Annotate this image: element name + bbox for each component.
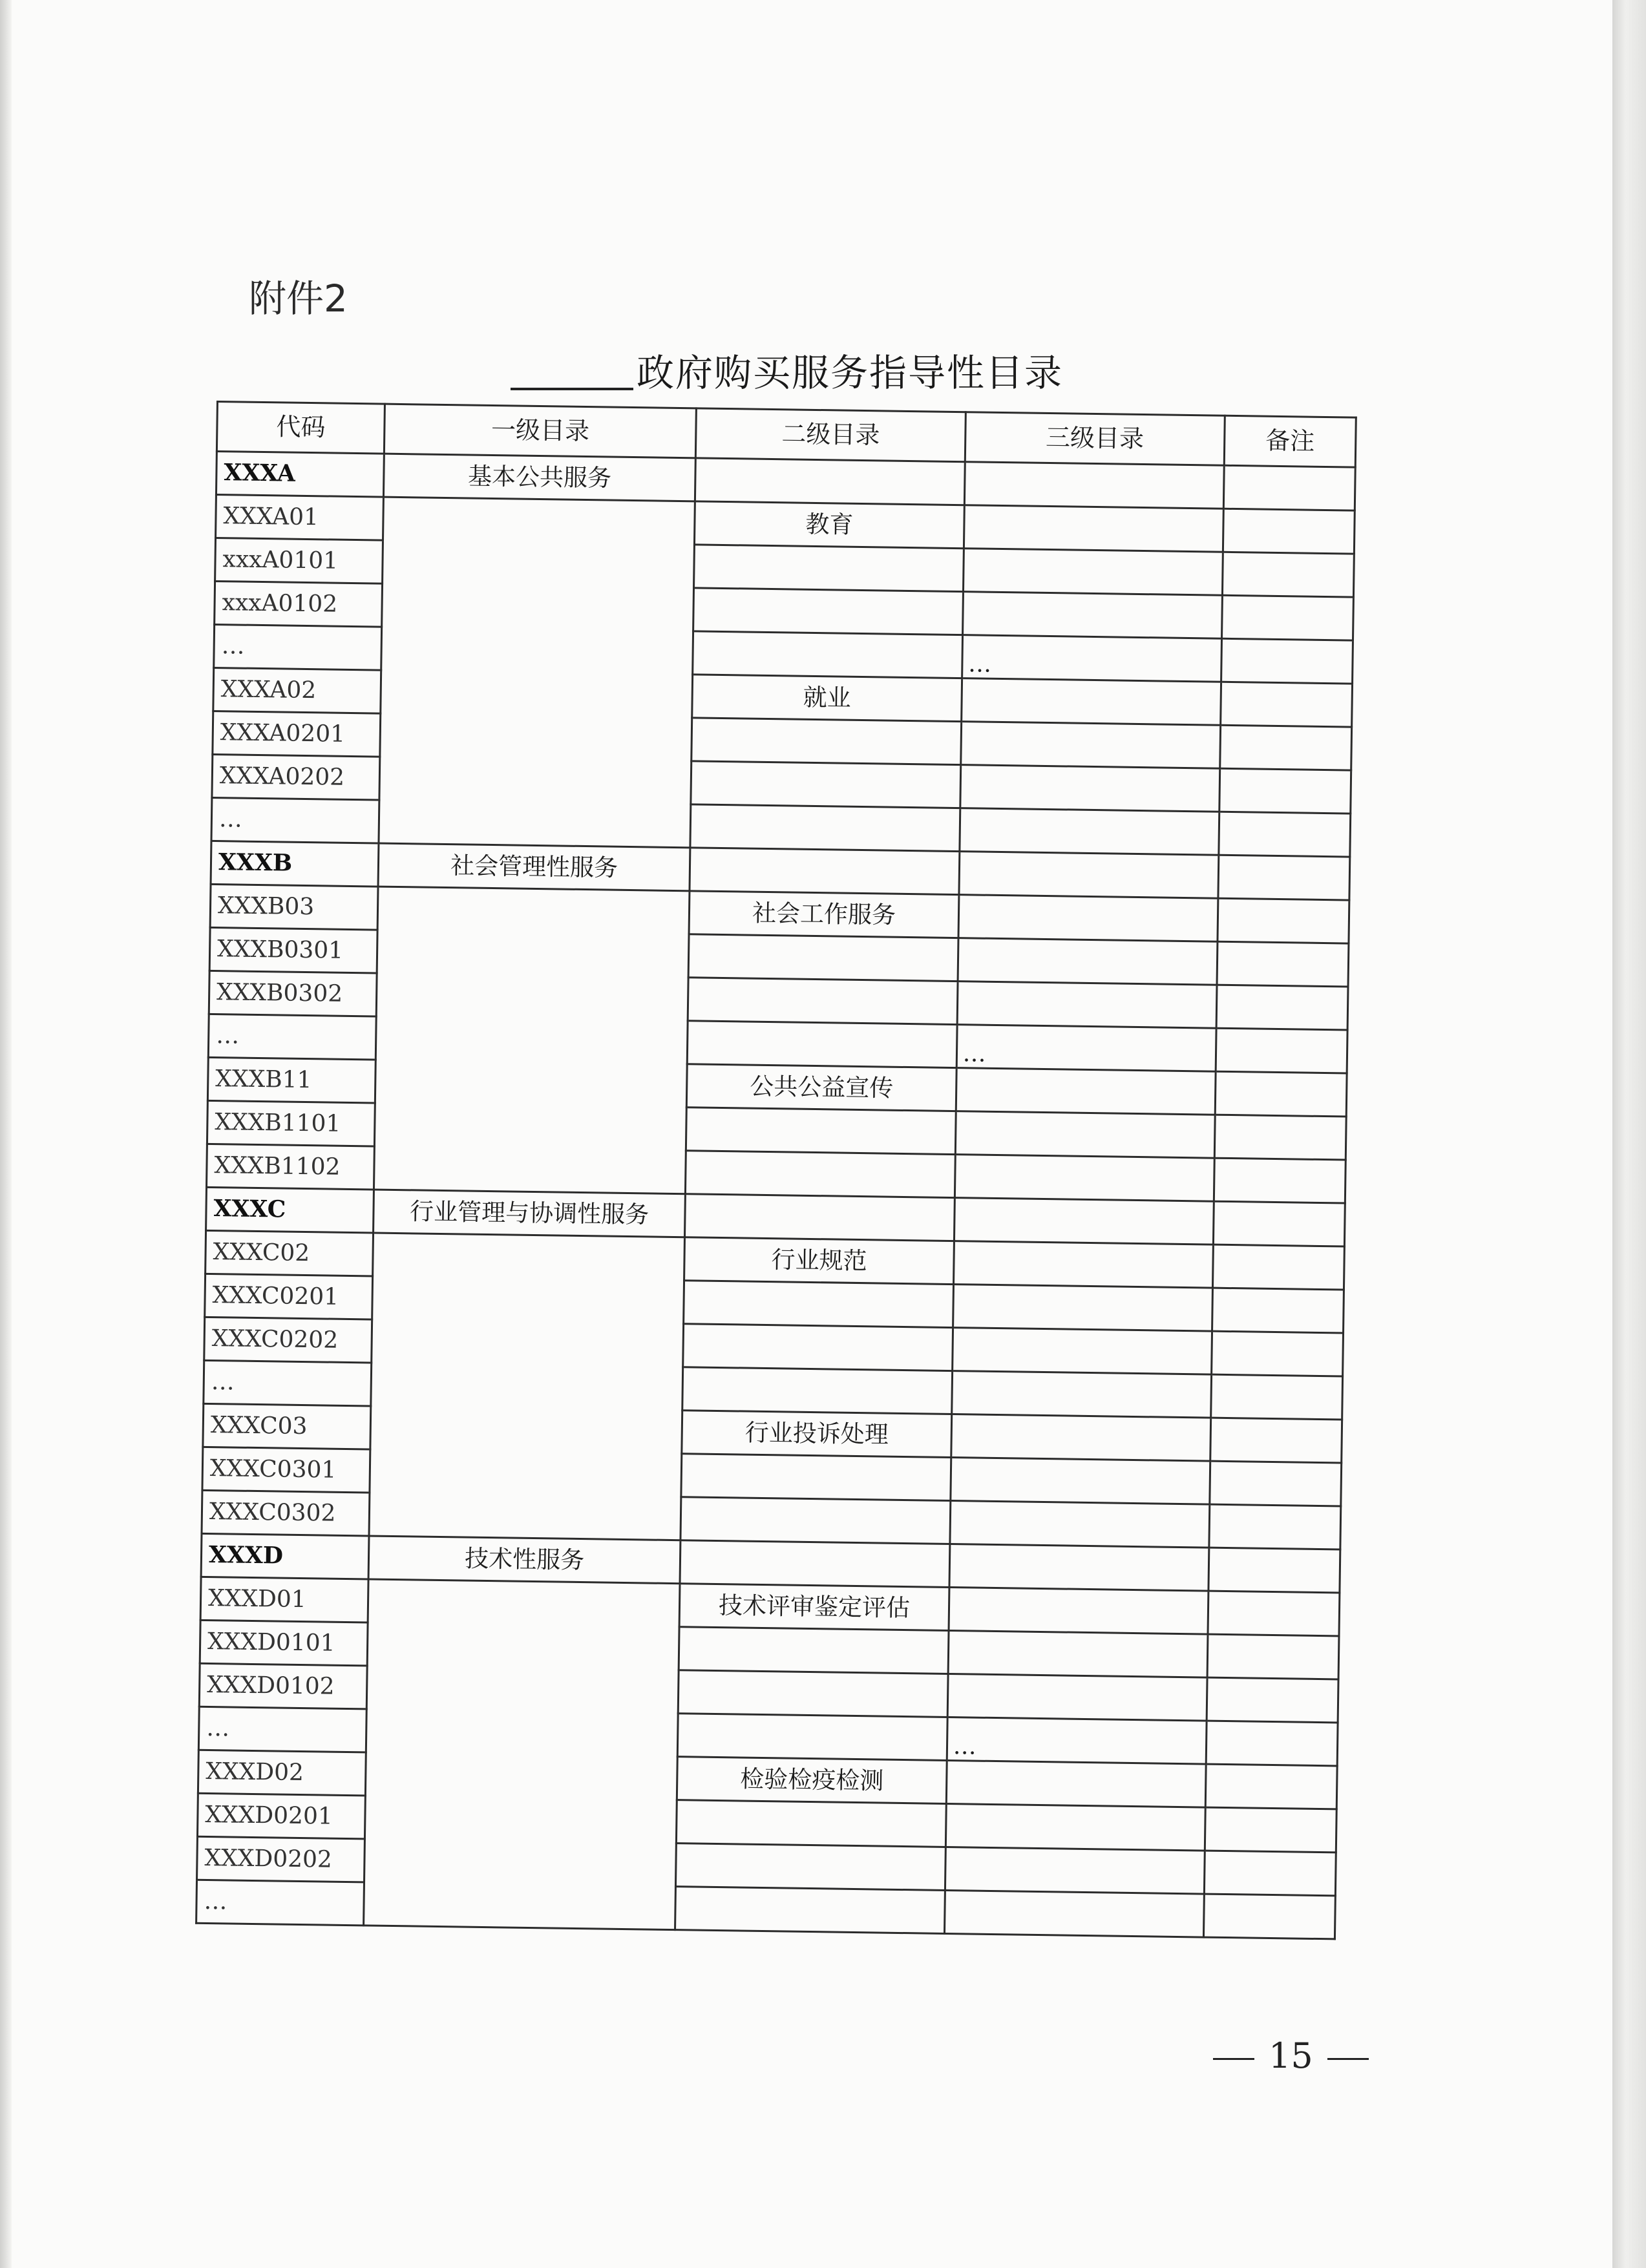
- cell-level3: [964, 462, 1224, 509]
- cell-note: [1207, 1677, 1338, 1723]
- cell-code: XXXD01: [200, 1577, 368, 1622]
- cell-level3: [949, 1544, 1209, 1591]
- cell-level2: [680, 1540, 949, 1588]
- title-block: [511, 342, 1170, 394]
- cell-note: [1218, 898, 1349, 943]
- cell-note: [1217, 941, 1349, 987]
- attachment-label: 附件2: [249, 277, 348, 320]
- cell-note: [1212, 1288, 1344, 1333]
- cell-level3: [949, 1588, 1208, 1635]
- cell-level3: …: [947, 1717, 1207, 1764]
- header-level2: 二级目录: [696, 408, 965, 462]
- cell-code: xxxA0102: [215, 581, 383, 627]
- cell-level3: [950, 1501, 1210, 1548]
- cell-note: [1219, 768, 1351, 814]
- cell-level1-empty: [379, 497, 695, 848]
- cell-level2: 行业投诉处理: [682, 1411, 951, 1458]
- cell-level1: 社会管理性服务: [378, 843, 690, 891]
- scan-shadow-left: [0, 0, 12, 2268]
- cell-level3: [959, 852, 1219, 899]
- cell-code: …: [211, 797, 379, 843]
- cell-level2: [684, 1281, 953, 1328]
- cell-note: [1218, 855, 1350, 900]
- cell-code: XXXC: [206, 1187, 374, 1233]
- cell-level3: [957, 982, 1217, 1029]
- cell-level2: [681, 1497, 950, 1544]
- cell-level2: [676, 1843, 945, 1891]
- cell-level3: [945, 1847, 1205, 1894]
- cell-level3: [954, 1198, 1214, 1245]
- cell-level3: [953, 1241, 1213, 1288]
- cell-level2: [690, 848, 959, 895]
- cell-level3: [951, 1458, 1210, 1505]
- cell-level3: [960, 808, 1219, 856]
- cell-level2: 就业: [692, 675, 962, 722]
- cell-level2: [685, 1194, 955, 1241]
- header-level1: 一级目录: [384, 404, 696, 458]
- cell-code: …: [198, 1706, 366, 1752]
- cell-level3: [962, 592, 1222, 639]
- cell-note: [1205, 1764, 1337, 1809]
- cell-note: [1211, 1374, 1343, 1420]
- page-number-value: 15: [1269, 2035, 1313, 2076]
- cell-level2: [686, 1151, 955, 1198]
- cell-level2: [678, 1714, 947, 1761]
- cell-level3: [953, 1285, 1212, 1332]
- cell-level3: [960, 765, 1220, 812]
- cell-note: [1223, 509, 1355, 554]
- cell-level3: …: [962, 635, 1221, 682]
- cell-code: …: [196, 1880, 364, 1926]
- cell-code: XXXB1102: [207, 1144, 375, 1190]
- cell-level2: [688, 978, 958, 1025]
- cell-code: XXXD0202: [197, 1836, 365, 1882]
- cell-code: XXXC03: [203, 1403, 371, 1449]
- cell-level3: [955, 1111, 1215, 1159]
- cell-level3: [963, 549, 1223, 596]
- cell-code: …: [204, 1360, 372, 1406]
- cell-note: [1223, 465, 1355, 510]
- cell-code: XXXD02: [198, 1750, 366, 1796]
- cell-code: xxxA0101: [215, 538, 383, 584]
- cell-code: XXXB0302: [209, 971, 377, 1016]
- cell-note: [1219, 812, 1351, 857]
- page-number-dash-left: [1213, 2058, 1254, 2060]
- cell-level2: 检验检疫检测: [677, 1757, 947, 1804]
- cell-code: XXXC0301: [202, 1447, 370, 1493]
- cell-level2: [686, 1108, 956, 1155]
- cell-code: XXXD0101: [200, 1620, 368, 1666]
- cell-level2: 教育: [695, 501, 964, 549]
- page-number: [1199, 2035, 1383, 2076]
- cell-level3: [952, 1328, 1212, 1375]
- header-note: 备注: [1224, 415, 1356, 467]
- cell-level3: [956, 1068, 1216, 1115]
- cell-note: [1208, 1591, 1340, 1636]
- cell-code: XXXB: [211, 841, 379, 887]
- cell-level2: [683, 1324, 953, 1371]
- header-code: 代码: [216, 402, 385, 454]
- cell-level2: 技术评审鉴定评估: [679, 1584, 949, 1631]
- cell-note: [1211, 1331, 1343, 1376]
- cell-level3: [946, 1760, 1206, 1807]
- cell-note: [1216, 985, 1348, 1030]
- cell-note: [1206, 1721, 1338, 1766]
- cell-code: …: [208, 1014, 376, 1060]
- cell-level2: [679, 1627, 948, 1674]
- cell-level3: [944, 1890, 1204, 1937]
- header-level3: 三级目录: [965, 412, 1225, 466]
- cell-level3: [947, 1674, 1207, 1721]
- cell-level2: 公共公益宣传: [687, 1064, 956, 1111]
- cell-code: …: [214, 624, 382, 670]
- cell-note: [1204, 1851, 1336, 1896]
- cell-level1-empty: [364, 1579, 681, 1930]
- cell-code: XXXD: [201, 1533, 369, 1579]
- cell-level2: [694, 545, 964, 592]
- cell-note: [1220, 725, 1352, 770]
- scan-edge-right: [1612, 0, 1646, 2268]
- cell-level2: [675, 1887, 945, 1934]
- cell-level2: [677, 1800, 946, 1847]
- cell-level3: …: [956, 1025, 1216, 1072]
- cell-level2: [682, 1367, 952, 1414]
- cell-note: [1210, 1418, 1342, 1463]
- cell-code: XXXC0201: [205, 1274, 373, 1319]
- cell-code: XXXA0202: [212, 754, 380, 800]
- title-fill-blank: [511, 388, 633, 390]
- cell-level3: [958, 895, 1218, 942]
- cell-code: XXXB03: [210, 884, 378, 930]
- cell-code: XXXA: [216, 452, 384, 498]
- cell-level1-empty: [369, 1233, 685, 1540]
- cell-level2: [690, 804, 960, 852]
- catalog-table: [195, 401, 1357, 1940]
- cell-level2: [679, 1670, 948, 1717]
- cell-level1-empty: [374, 887, 690, 1194]
- cell-code: XXXC0302: [202, 1490, 370, 1536]
- cell-level3: [961, 678, 1221, 726]
- cell-level2: [681, 1454, 951, 1501]
- cell-level3: [951, 1414, 1210, 1462]
- cell-level2: [693, 631, 962, 678]
- cell-code: XXXA02: [213, 667, 381, 713]
- cell-note: [1221, 638, 1353, 684]
- cell-code: XXXD0201: [197, 1793, 365, 1839]
- cell-level1: 行业管理与协调性服务: [373, 1190, 685, 1237]
- cell-level3: [964, 505, 1223, 552]
- cell-level2: [693, 588, 963, 635]
- cell-level3: [948, 1631, 1208, 1678]
- cell-code: XXXC02: [206, 1230, 374, 1276]
- cell-level2: 行业规范: [684, 1237, 954, 1285]
- cell-note: [1212, 1244, 1344, 1290]
- cell-level3: [958, 938, 1218, 985]
- cell-note: [1214, 1115, 1346, 1160]
- cell-note: [1221, 595, 1353, 640]
- cell-code: XXXB1101: [207, 1100, 375, 1146]
- cell-level1: 技术性服务: [368, 1536, 681, 1584]
- cell-level3: [951, 1371, 1211, 1418]
- page-title: 政府购买服务指导性目录: [637, 351, 1064, 395]
- cell-code: XXXB11: [207, 1057, 375, 1103]
- catalog-body: [196, 452, 1356, 1939]
- cell-note: [1220, 682, 1352, 727]
- cell-level2: [691, 761, 960, 808]
- cell-note: [1203, 1894, 1335, 1939]
- cell-level2: 社会工作服务: [689, 891, 958, 938]
- cell-note: [1222, 552, 1354, 597]
- cell-note: [1216, 1028, 1347, 1073]
- cell-note: [1209, 1504, 1341, 1549]
- cell-level1: 基本公共服务: [383, 454, 695, 501]
- cell-note: [1213, 1201, 1345, 1246]
- cell-note: [1208, 1548, 1340, 1593]
- cell-level2: [688, 934, 958, 982]
- cell-note: [1210, 1461, 1342, 1506]
- page-number-dash-right: [1327, 2058, 1369, 2060]
- cell-note: [1214, 1158, 1345, 1203]
- cell-level3: [955, 1155, 1214, 1202]
- cell-code: XXXC0202: [204, 1317, 372, 1363]
- cell-level3: [945, 1803, 1205, 1851]
- cell-level2: [688, 1021, 957, 1068]
- cell-note: [1215, 1071, 1347, 1117]
- cell-level3: [960, 722, 1220, 769]
- cell-note: [1205, 1807, 1336, 1853]
- cell-code: XXXB0301: [209, 927, 377, 973]
- cell-level2: [691, 718, 961, 765]
- cell-code: XXXA01: [216, 495, 384, 541]
- cell-code: XXXA0201: [213, 711, 381, 757]
- cell-code: XXXD0102: [199, 1663, 367, 1709]
- cell-level2: [695, 458, 965, 505]
- cell-note: [1207, 1634, 1339, 1679]
